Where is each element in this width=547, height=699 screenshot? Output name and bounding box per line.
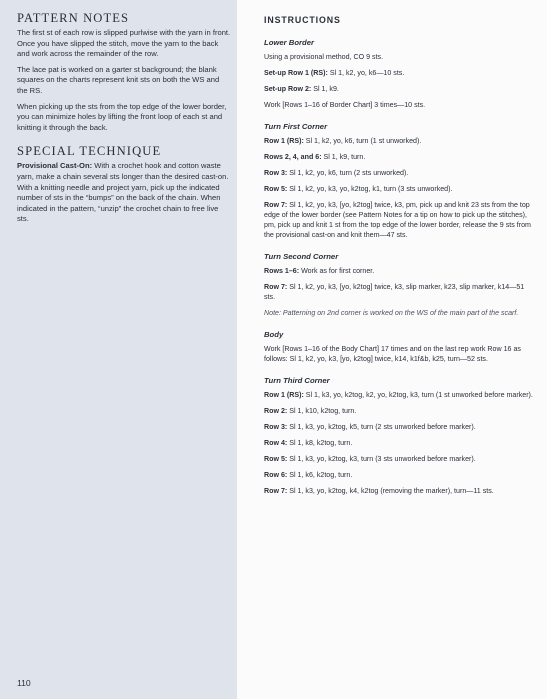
row-label: Set-up Row 2: — [264, 85, 312, 93]
instruction-row — [264, 438, 536, 448]
pattern-note — [264, 308, 536, 318]
instruction-section — [264, 252, 536, 318]
instruction-row — [264, 84, 536, 94]
instruction-section — [264, 376, 536, 496]
row-text: Work [Rows 1–16 of Border Chart] 3 times—10 sts. — [264, 101, 426, 109]
instructions-title: INSTRUCTIONS — [264, 15, 341, 25]
instruction-sections — [264, 38, 536, 496]
instruction-row — [264, 282, 536, 302]
row-label: Row 6: — [264, 471, 288, 479]
row-text: Sl 1, k2, yo, k3, yo, k2tog, k1, turn (3 sts unworked). — [287, 185, 453, 193]
sidebar-content — [17, 11, 231, 230]
row-text: Sl 1, k2, yo, k3, [yo, k2tog] twice, k3, slip marker, k23, slip marker, k14—51 sts. — [264, 283, 525, 301]
special-technique-heading: SPECIAL TECHNIQUE — [17, 144, 162, 159]
instruction-row — [264, 136, 536, 146]
instruction-row — [264, 422, 536, 432]
row-text: Sl 1, k3, yo, k2tog, k2, yo, k2tog, k3, turn (1 st unworked before marker). — [303, 391, 533, 399]
instruction-section — [264, 122, 536, 240]
page-number: 110 — [17, 678, 31, 688]
row-label: Row 1 (RS): — [264, 391, 304, 399]
row-label: Row 7: — [264, 283, 288, 291]
row-label: Row 2: — [264, 407, 288, 415]
instruction-row — [264, 406, 536, 416]
instruction-row — [264, 184, 536, 194]
row-label: Row 7: — [264, 487, 288, 495]
row-label: Rows 1–6: — [264, 267, 300, 275]
instruction-row — [264, 152, 536, 162]
special-technique-paragraph — [17, 161, 231, 225]
instruction-row — [264, 486, 536, 496]
special-technique-text: With a crochet hook and cotton waste yarn, make a chain several sts longer than the desired cast-on. With a knitting needle and project yarn, pick up the indicated number of sts in the “bumps” on the back of the chain. When indicated in the pattern, “unzip” the crochet chain to free live sts. — [17, 161, 229, 224]
row-text: Sl 1, k9. — [311, 85, 339, 93]
row-text: Sl 1, k2, yo, k3, [yo, k2tog] twice, k3, pm, pick up and knit 23 sts from the top edge of the lower border (see Pattern Notes for a tip on how to pick up the stitches), pm, pick up and knit 1 st from the top edge of the lower border, release the 9 sts from the provisional cast-on and knit them—47 sts. — [264, 201, 531, 239]
section-title: Body — [264, 330, 284, 339]
instructions-column — [264, 14, 536, 508]
special-technique-label: Provisional Cast-On: — [17, 161, 93, 171]
instruction-row — [264, 266, 536, 276]
row-label: Row 4: — [264, 439, 288, 447]
pattern-note-paragraph: The first st of each row is slipped purlwise with the yarn in front. Once you have slipped the stitch, move the yarn to the back and work across the remainder of the row. — [17, 28, 231, 59]
notes-sidebar — [0, 0, 237, 699]
section-title: Lower Border — [264, 38, 314, 47]
row-label: Row 3: — [264, 423, 288, 431]
row-text: Using a provisional method, CO 9 sts. — [264, 53, 384, 61]
row-text: Sl 1, k8, k2tog, turn. — [287, 439, 353, 447]
section-title: Turn Third Corner — [264, 376, 330, 385]
row-label: Set-up Row 1 (RS): — [264, 69, 328, 77]
row-text: Sl 1, k2, yo, k6—10 sts. — [327, 69, 405, 77]
row-label: Row 3: — [264, 169, 288, 177]
instruction-row — [264, 470, 536, 480]
instruction-row — [264, 454, 536, 464]
row-text: Sl 1, k3, yo, k2tog, k3, turn (3 sts unworked before marker). — [287, 455, 476, 463]
row-label: Row 5: — [264, 455, 288, 463]
row-text: Sl 1, k10, k2tog, turn. — [287, 407, 357, 415]
row-label: Rows 2, 4, and 6: — [264, 153, 322, 161]
instruction-row — [264, 390, 536, 400]
row-label: Row 1 (RS): — [264, 137, 304, 145]
pattern-note-paragraph: The lace pat is worked on a garter st background; the blank squares on the charts represent knit sts on both the WS and the RS. — [17, 64, 220, 95]
instruction-section — [264, 38, 536, 110]
instruction-row — [264, 344, 536, 364]
instruction-row — [264, 168, 536, 178]
row-text: Work as for first corner. — [299, 267, 375, 275]
row-text: Sl 1, k2, yo, k6, turn (2 sts unworked). — [287, 169, 409, 177]
instruction-row — [264, 68, 536, 78]
row-text: Work [Rows 1–16 of the Body Chart] 17 times and on the last rep work Row 16 as follows: Sl 1, k2, yo, k3, [yo, k2tog] twice, k14, k1f&b, k25, turn—52 sts. — [264, 345, 521, 363]
row-label: Row 7: — [264, 201, 288, 209]
pattern-notes-heading: PATTERN NOTES — [17, 11, 130, 25]
row-text: Sl 1, k2, yo, k6, turn (1 st unworked). — [303, 137, 422, 145]
section-title: Turn Second Corner — [264, 252, 339, 261]
section-title: Turn First Corner — [264, 122, 328, 131]
row-text: Note: Patterning on 2nd corner is worked on the WS of the main part of the scarf. — [264, 309, 519, 317]
row-text: Sl 1, k3, yo, k2tog, k4, k2tog (removing the marker), turn—11 sts. — [287, 487, 494, 495]
row-label: Row 5: — [264, 185, 288, 193]
instruction-row — [264, 200, 536, 240]
pattern-note-paragraph: When picking up the sts from the top edge of the lower border, you can minimize holes by lifting the front loop of each st and knitting it through the back. — [17, 101, 227, 132]
row-text: Sl 1, k9, turn. — [321, 153, 366, 161]
row-text: Sl 1, k3, yo, k2tog, k5, turn (2 sts unworked before marker). — [287, 423, 476, 431]
instruction-row — [264, 52, 536, 62]
instruction-section — [264, 330, 536, 364]
instruction-row — [264, 100, 536, 110]
row-text: Sl 1, k6, k2tog, turn. — [287, 471, 353, 479]
